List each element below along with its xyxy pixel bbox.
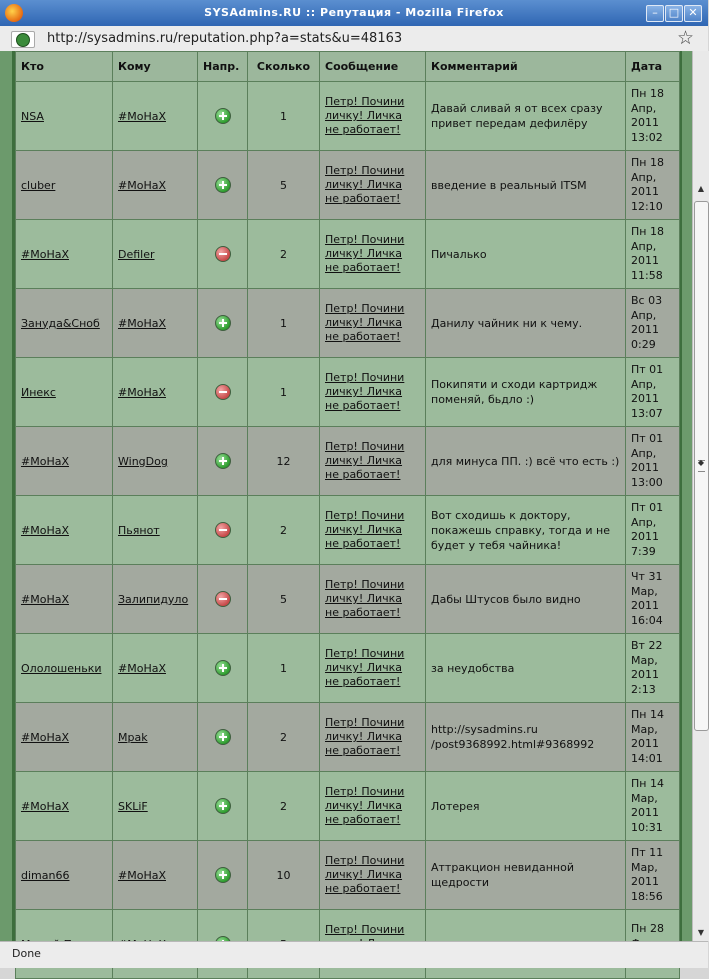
date-line: Апр,	[631, 101, 657, 115]
cell-comment: Пичалько	[426, 220, 626, 289]
cell-who	[16, 841, 113, 910]
reputation-minus-icon	[215, 384, 231, 400]
cell-message	[320, 82, 426, 151]
cell-count: 5	[248, 565, 320, 634]
cell-who	[16, 703, 113, 772]
close-button[interactable]: ✕	[684, 5, 702, 22]
message-link-line[interactable]: не работает!	[325, 468, 401, 481]
cell-comment: Дабы Штусов было видно	[426, 565, 626, 634]
user-link-from[interactable]: cluber	[21, 178, 56, 192]
message-link-line[interactable]: личку! Личка	[325, 523, 403, 536]
cell-direction	[198, 427, 248, 496]
cell-to	[113, 289, 198, 358]
user-link-to[interactable]: WingDog	[118, 454, 168, 468]
date-line: Пт 11	[631, 846, 664, 859]
message-link-line[interactable]: Петр! Почини	[325, 302, 405, 315]
cell-comment: Покипяти и сходи картридж поменяй, бьдло :)	[426, 358, 626, 427]
reputation-plus-icon	[215, 315, 231, 331]
date-line: Апр,	[631, 515, 657, 529]
message-link-line[interactable]: Петр! Почини	[325, 716, 405, 729]
table-row	[16, 289, 680, 358]
message-link-line[interactable]: не работает!	[325, 537, 401, 550]
date-line: Пт 01	[631, 432, 664, 445]
date-line: Апр,	[631, 377, 657, 391]
cell-count: 2	[248, 772, 320, 841]
user-link-to[interactable]: Mpak	[118, 730, 148, 744]
table-row	[16, 772, 680, 841]
date-line: 2011	[631, 668, 659, 681]
message-link-line[interactable]: Петр! Почини	[325, 233, 405, 246]
user-link-to[interactable]: #MoHaX	[118, 661, 166, 675]
column-header-direction[interactable]: Напр.	[198, 52, 248, 82]
cell-comment: Данилу чайник ни к чему.	[426, 289, 626, 358]
bookmark-star-icon[interactable]: ☆	[676, 27, 694, 49]
cell-who	[16, 427, 113, 496]
cell-comment: http://sysadmins.ru /post9368992.html#9368992	[426, 703, 626, 772]
cell-date	[626, 496, 680, 565]
cell-who	[16, 634, 113, 703]
maximize-button[interactable]: □	[665, 5, 683, 22]
user-link-to[interactable]: Defiler	[118, 247, 155, 261]
date-line: Пн 18	[631, 87, 664, 100]
date-line: 2011	[631, 323, 659, 336]
cell-comment: за неудобства	[426, 634, 626, 703]
status-bar	[0, 941, 708, 968]
message-link-line[interactable]: не работает!	[325, 744, 401, 757]
cell-message	[320, 772, 426, 841]
date-line: 2:13	[631, 682, 656, 696]
user-link-to[interactable]: Пьянот	[118, 523, 160, 537]
scroll-up-arrow-icon[interactable]: ▲	[697, 184, 705, 193]
url-input[interactable]: http://sysadmins.ru/reputation.php?a=stats&u=48163	[47, 31, 403, 46]
message-link-line[interactable]: не работает!	[325, 813, 401, 826]
reputation-plus-icon	[215, 798, 231, 814]
user-link-to[interactable]: #MoHaX	[118, 178, 166, 192]
column-header-to[interactable]: Кому	[113, 52, 198, 82]
cell-date	[626, 427, 680, 496]
cell-direction	[198, 496, 248, 565]
cell-comment: Аттракцион невиданной щедрости	[426, 841, 626, 910]
date-line: Мар,	[631, 860, 658, 874]
cell-count: 2	[248, 220, 320, 289]
table-row	[16, 634, 680, 703]
date-line: Пт 01	[631, 363, 664, 376]
table-row	[16, 220, 680, 289]
user-link-from[interactable]: Инекс	[21, 385, 56, 399]
cell-count: 10	[248, 841, 320, 910]
cell-direction	[198, 220, 248, 289]
user-link-from[interactable]: Зануда&Сноб	[21, 316, 100, 330]
page-content	[0, 51, 692, 941]
cell-who	[16, 565, 113, 634]
date-line: Апр,	[631, 308, 657, 322]
date-line: Пт 01	[631, 501, 664, 514]
message-link-line[interactable]: Петр! Почини	[325, 854, 405, 867]
cell-count: 1	[248, 358, 320, 427]
column-header-message[interactable]: Сообщение	[320, 52, 426, 82]
date-line: 2011	[631, 530, 659, 543]
message-link-line[interactable]: Петр! Почини	[325, 440, 405, 453]
message-link-line[interactable]: Петр! Почини	[325, 371, 405, 384]
date-line: 12:10	[631, 199, 663, 213]
cell-who	[16, 151, 113, 220]
cell-date	[626, 703, 680, 772]
date-line: Мар,	[631, 584, 658, 598]
address-bar	[0, 26, 708, 52]
cell-to	[113, 220, 198, 289]
date-line: 11:58	[631, 268, 663, 282]
cell-to	[113, 427, 198, 496]
table-body	[16, 82, 680, 979]
cell-message	[320, 634, 426, 703]
cell-to	[113, 634, 198, 703]
scroll-split-arrow-icon[interactable]: ◆	[697, 458, 705, 467]
message-link-line[interactable]: личку! Личка	[325, 109, 403, 122]
date-line: 7:39	[631, 544, 656, 558]
column-header-date[interactable]: Дата	[626, 52, 680, 82]
message-link-line[interactable]: личку! Личка	[325, 178, 403, 191]
date-line: 18:56	[631, 889, 663, 903]
user-link-from[interactable]: #MoHaX	[21, 523, 69, 537]
cell-who	[16, 358, 113, 427]
message-link-line[interactable]: личку! Личка	[325, 316, 403, 329]
cell-date	[626, 565, 680, 634]
date-line: 2011	[631, 599, 659, 612]
cell-direction	[198, 565, 248, 634]
cell-count: 1	[248, 82, 320, 151]
date-line: Пн 28	[631, 922, 664, 936]
date-line: 2011	[631, 392, 659, 405]
table-row	[16, 703, 680, 772]
reputation-plus-icon	[215, 729, 231, 745]
cell-count: 5	[248, 151, 320, 220]
user-link-to[interactable]: SKLiF	[118, 799, 148, 813]
cell-date	[626, 841, 680, 910]
message-link-line[interactable]: не работает!	[325, 606, 401, 619]
reputation-table	[15, 51, 680, 979]
site-favicon-icon	[11, 31, 35, 48]
cell-who	[16, 220, 113, 289]
cell-to	[113, 565, 198, 634]
column-header-who[interactable]: Кто	[16, 52, 113, 82]
table-header-row	[16, 52, 680, 82]
user-link-from[interactable]: #MoHaX	[21, 799, 69, 813]
minimize-button[interactable]: –	[646, 5, 664, 22]
user-link-to[interactable]: #MoHaX	[118, 385, 166, 399]
cell-direction	[198, 634, 248, 703]
cell-to	[113, 358, 198, 427]
date-line: Чт 31	[631, 570, 663, 583]
cell-comment: для минуса ПП. :) всё что есть :)	[426, 427, 626, 496]
date-line: Апр,	[631, 239, 657, 253]
reputation-plus-icon	[215, 108, 231, 124]
cell-to	[113, 772, 198, 841]
message-link-line[interactable]: личку! Личка	[325, 799, 403, 812]
cell-count: 2	[248, 703, 320, 772]
vertical-scrollbar[interactable]	[692, 51, 709, 941]
message-link-line[interactable]: личку! Личка	[325, 661, 403, 674]
reputation-minus-icon	[215, 246, 231, 262]
cell-date	[626, 634, 680, 703]
reputation-plus-icon	[215, 660, 231, 676]
table-row	[16, 427, 680, 496]
cell-message	[320, 151, 426, 220]
cell-to	[113, 82, 198, 151]
message-link-line[interactable]: Петр! Почини	[325, 164, 405, 177]
date-line: 2011	[631, 254, 659, 267]
message-link-line[interactable]: личку! Личка	[325, 868, 403, 881]
message-link-line[interactable]: личку! Личка	[325, 730, 403, 743]
cell-date	[626, 82, 680, 151]
user-link-from[interactable]: diman66	[21, 868, 70, 882]
date-line: 14:01	[631, 751, 663, 765]
date-line: 2011	[631, 116, 659, 129]
cell-date	[626, 220, 680, 289]
table-row	[16, 82, 680, 151]
user-link-to[interactable]: #MoHaX	[118, 109, 166, 123]
user-link-from[interactable]: #MoHaX	[21, 730, 69, 744]
message-link-line[interactable]: не работает!	[325, 261, 401, 274]
cell-to	[113, 496, 198, 565]
reputation-plus-icon	[215, 453, 231, 469]
cell-message	[320, 703, 426, 772]
cell-direction	[198, 772, 248, 841]
cell-count: 12	[248, 427, 320, 496]
date-line: Апр,	[631, 170, 657, 184]
reputation-minus-icon	[215, 591, 231, 607]
message-link-line[interactable]: не работает!	[325, 330, 401, 343]
cell-comment: введение в реальный ITSM	[426, 151, 626, 220]
date-line: Пн 18	[631, 156, 664, 169]
reputation-minus-icon	[215, 522, 231, 538]
date-line: Мар,	[631, 791, 658, 805]
cell-who	[16, 772, 113, 841]
table-row	[16, 565, 680, 634]
date-line: 0:29	[631, 337, 656, 351]
reputation-plus-icon	[215, 177, 231, 193]
date-line: Апр,	[631, 446, 657, 460]
date-line: Пн 14	[631, 708, 664, 721]
date-line: 16:04	[631, 613, 663, 627]
message-link-line[interactable]: не работает!	[325, 675, 401, 688]
user-link-from[interactable]: #MoHaX	[21, 592, 69, 606]
message-link-line[interactable]: не работает!	[325, 192, 401, 205]
cell-message	[320, 841, 426, 910]
cell-message	[320, 358, 426, 427]
date-line: 2011	[631, 875, 659, 888]
cell-direction	[198, 82, 248, 151]
message-link-line[interactable]: Петр! Почини	[325, 578, 405, 591]
message-link-line[interactable]: не работает!	[325, 882, 401, 895]
user-link-to[interactable]: Залипидуло	[118, 592, 189, 606]
message-link-line[interactable]: Петр! Почини	[325, 95, 405, 108]
table-row	[16, 358, 680, 427]
user-link-from[interactable]: #MoHaX	[21, 454, 69, 468]
date-line: Мар,	[631, 722, 658, 736]
date-line: 2011	[631, 806, 659, 819]
message-link-line[interactable]: Петр! Почини	[325, 923, 405, 936]
table-row	[16, 151, 680, 220]
status-text: Done	[12, 947, 41, 960]
date-line: 13:07	[631, 406, 663, 420]
cell-message	[320, 220, 426, 289]
date-line: Вс 03	[631, 294, 663, 307]
date-line: 2011	[631, 461, 659, 474]
cell-comment: Лотерея	[426, 772, 626, 841]
cell-to	[113, 703, 198, 772]
date-line: 10:31	[631, 820, 663, 834]
cell-to	[113, 841, 198, 910]
message-link-line[interactable]: Петр! Почини	[325, 647, 405, 660]
reputation-plus-icon	[215, 867, 231, 883]
column-header-comment[interactable]: Комментарий	[426, 52, 626, 82]
message-link-line[interactable]: Петр! Почини	[325, 509, 405, 522]
date-line: 13:02	[631, 130, 663, 144]
user-link-from[interactable]: Ололошеньки	[21, 661, 102, 675]
cell-direction	[198, 151, 248, 220]
scroll-down-arrow-icon[interactable]: ▼	[697, 928, 705, 937]
message-link-line[interactable]: личку! Личка	[325, 592, 403, 605]
cell-count: 1	[248, 289, 320, 358]
cell-message	[320, 427, 426, 496]
cell-count: 1	[248, 634, 320, 703]
date-line: 2011	[631, 737, 659, 750]
user-link-to[interactable]: #MoHaX	[118, 316, 166, 330]
message-link-line[interactable]: не работает!	[325, 123, 401, 136]
cell-date	[626, 772, 680, 841]
cell-direction	[198, 289, 248, 358]
message-link-line[interactable]: личку! Личка	[325, 454, 403, 467]
cell-message	[320, 289, 426, 358]
cell-count: 2	[248, 496, 320, 565]
date-line: Пн 18	[631, 225, 664, 238]
cell-who	[16, 289, 113, 358]
window-titlebar	[0, 0, 708, 26]
date-line: 13:00	[631, 475, 663, 489]
message-link-line[interactable]: Петр! Почини	[325, 785, 405, 798]
cell-message	[320, 565, 426, 634]
cell-direction	[198, 841, 248, 910]
message-link-line[interactable]: не работает!	[325, 399, 401, 412]
cell-comment: Вот сходишь к доктору, покажешь справку, тогда и не будет у тебя чайника!	[426, 496, 626, 565]
cell-date	[626, 151, 680, 220]
cell-message	[320, 496, 426, 565]
date-line: 2011	[631, 185, 659, 198]
window-title: SYSAdmins.RU :: Репутация - Mozilla Firefox	[204, 6, 504, 19]
cell-date	[626, 289, 680, 358]
column-header-count[interactable]: Сколько	[248, 52, 320, 82]
date-line: Пн 14	[631, 777, 664, 790]
cell-to	[113, 151, 198, 220]
table-row	[16, 496, 680, 565]
message-link-line[interactable]: личку! Личка	[325, 247, 403, 260]
date-line: Мар,	[631, 653, 658, 667]
user-link-from[interactable]: NSA	[21, 109, 44, 123]
message-link-line[interactable]: личку! Личка	[325, 385, 403, 398]
table-row	[16, 841, 680, 910]
cell-direction	[198, 358, 248, 427]
cell-who	[16, 496, 113, 565]
cell-comment: Давай сливай я от всех сразу привет передам дефилёру	[426, 82, 626, 151]
user-link-to[interactable]: #MoHaX	[118, 868, 166, 882]
date-line: Вт 22	[631, 639, 663, 652]
cell-direction	[198, 703, 248, 772]
cell-who	[16, 82, 113, 151]
cell-date	[626, 358, 680, 427]
user-link-from[interactable]: #MoHaX	[21, 247, 69, 261]
